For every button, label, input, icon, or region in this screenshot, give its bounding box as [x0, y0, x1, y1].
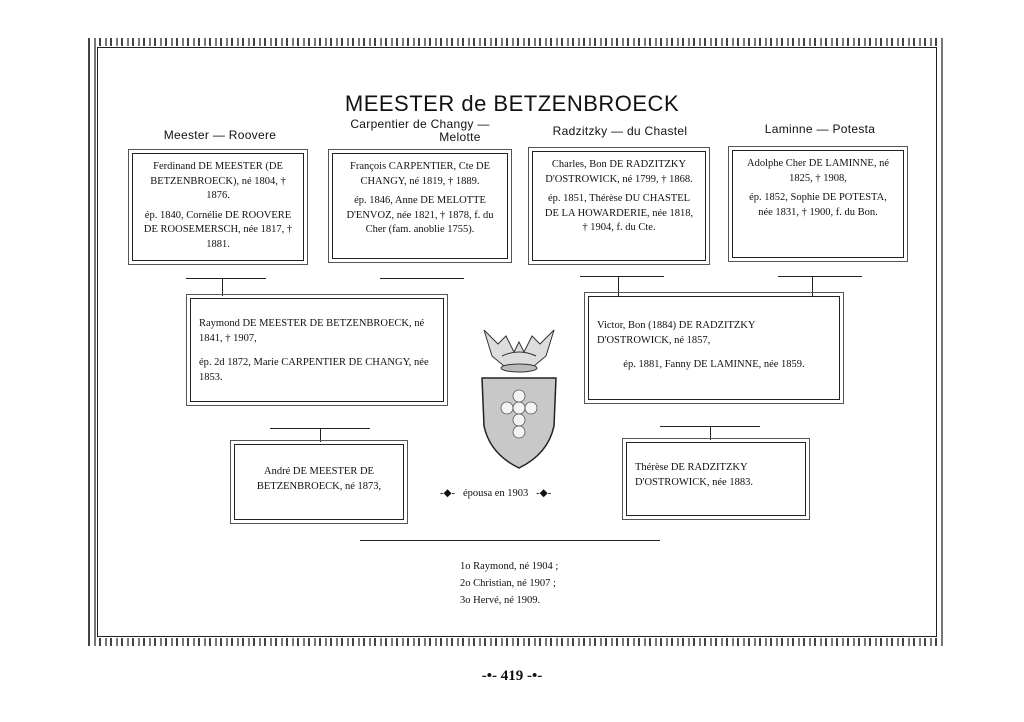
descendant-husband: Victor, Bon (1884) DE RADZITZKY D'OSTROWICK, né 1857, [597, 320, 756, 346]
connector-line [618, 276, 619, 296]
descendant-husband: Raymond DE MEESTER DE BETZENBROECK, né 1841, † 1907, [199, 318, 425, 344]
ancestor-box-carpentier [332, 153, 508, 259]
column-heading-carpentier [320, 118, 520, 144]
column-heading-laminne: Laminne — Potesta [764, 122, 876, 136]
child-item: 3o Hervé, né 1909. [460, 595, 541, 606]
descendant-wife: ép. 2d 1872, Marie CARPENTIER DE CHANGY, née 1853. [199, 357, 429, 383]
page-number-value: 419 [500, 668, 524, 684]
ancestor-wife: ép. 1851, Thérèse DU CHASTEL DE LA HOWARDERIE, née 1818, † 1904, f. du Cte. [544, 193, 694, 233]
union-label: -◆- épousa en 1903 -◆- [440, 488, 552, 499]
column-heading-carpentier-line1: Carpentier de Changy — [350, 117, 490, 131]
descendant-wife: ép. 1881, Fanny DE LAMINNE, née 1859. [623, 359, 805, 370]
child-item: 2o Christian, né 1907 ; [460, 578, 556, 589]
ancestor-wife: ép. 1846, Anne DE MELOTTE D'ENVOZ, née 1821, † 1878, f. du Cher (fam. anoblie 1755). [346, 195, 494, 235]
ancestor-husband: Charles, Bon DE RADZITZKY D'OSTROWICK, né 1799, † 1868. [545, 159, 693, 185]
connector-line [580, 276, 664, 277]
connector-line [222, 278, 223, 296]
separator-line [360, 540, 660, 541]
column-heading-meester: Meester — Roovere [163, 128, 277, 142]
union-text: épousa en 1903 [462, 488, 529, 499]
ancestor-wife: ép. 1840, Cornélie DE ROOVERE DE ROOSEMERSCH, née 1817, † 1881. [143, 209, 293, 250]
page-number: -•- 419 -•- [481, 668, 543, 684]
ancestor-box-laminne [732, 150, 904, 258]
child-therese-text: Thérèse DE RADZITZKY D'OSTROWICK, née 1883. [635, 462, 753, 488]
child-box-therese [626, 442, 806, 516]
ancestor-husband: Adolphe Cher DE LAMINNE, né 1825, † 1908, [746, 158, 889, 184]
connector-line [186, 278, 266, 279]
coat-of-arms-icon [476, 322, 562, 472]
child-andre-text: André DE MEESTER DE BETZENBROECK, né 1873, [256, 466, 382, 492]
page-title: MEESTER de BETZENBROECK [344, 90, 680, 116]
column-heading-carpentier-line2: Melotte [439, 130, 481, 144]
connector-line [710, 426, 711, 440]
connector-line [320, 428, 321, 442]
connector-line [812, 276, 813, 296]
connector-line [778, 276, 862, 277]
children-list [460, 558, 558, 609]
connector-line [380, 278, 464, 279]
child-box-andre [234, 444, 404, 520]
ancestor-box-radzitzky [532, 151, 706, 261]
ancestor-husband: Ferdinand DE MEESTER (DE BETZENBROECK), né 1804, † 1876. [150, 161, 286, 201]
ancestor-husband: François CARPENTIER, Cte DE CHANGY, né 1819, † 1889. [350, 161, 490, 187]
child-item: 1o Raymond, né 1904 ; [460, 561, 559, 572]
ancestor-wife: ép. 1852, Sophie DE POTESTA, née 1831, † 1900, f. du Bon. [749, 192, 887, 218]
descendant-box-raymond [190, 298, 444, 402]
column-heading-radzitzky: Radzitzky — du Chastel [552, 124, 688, 138]
descendant-box-victor [588, 296, 840, 400]
ancestor-box-meester [132, 153, 304, 261]
